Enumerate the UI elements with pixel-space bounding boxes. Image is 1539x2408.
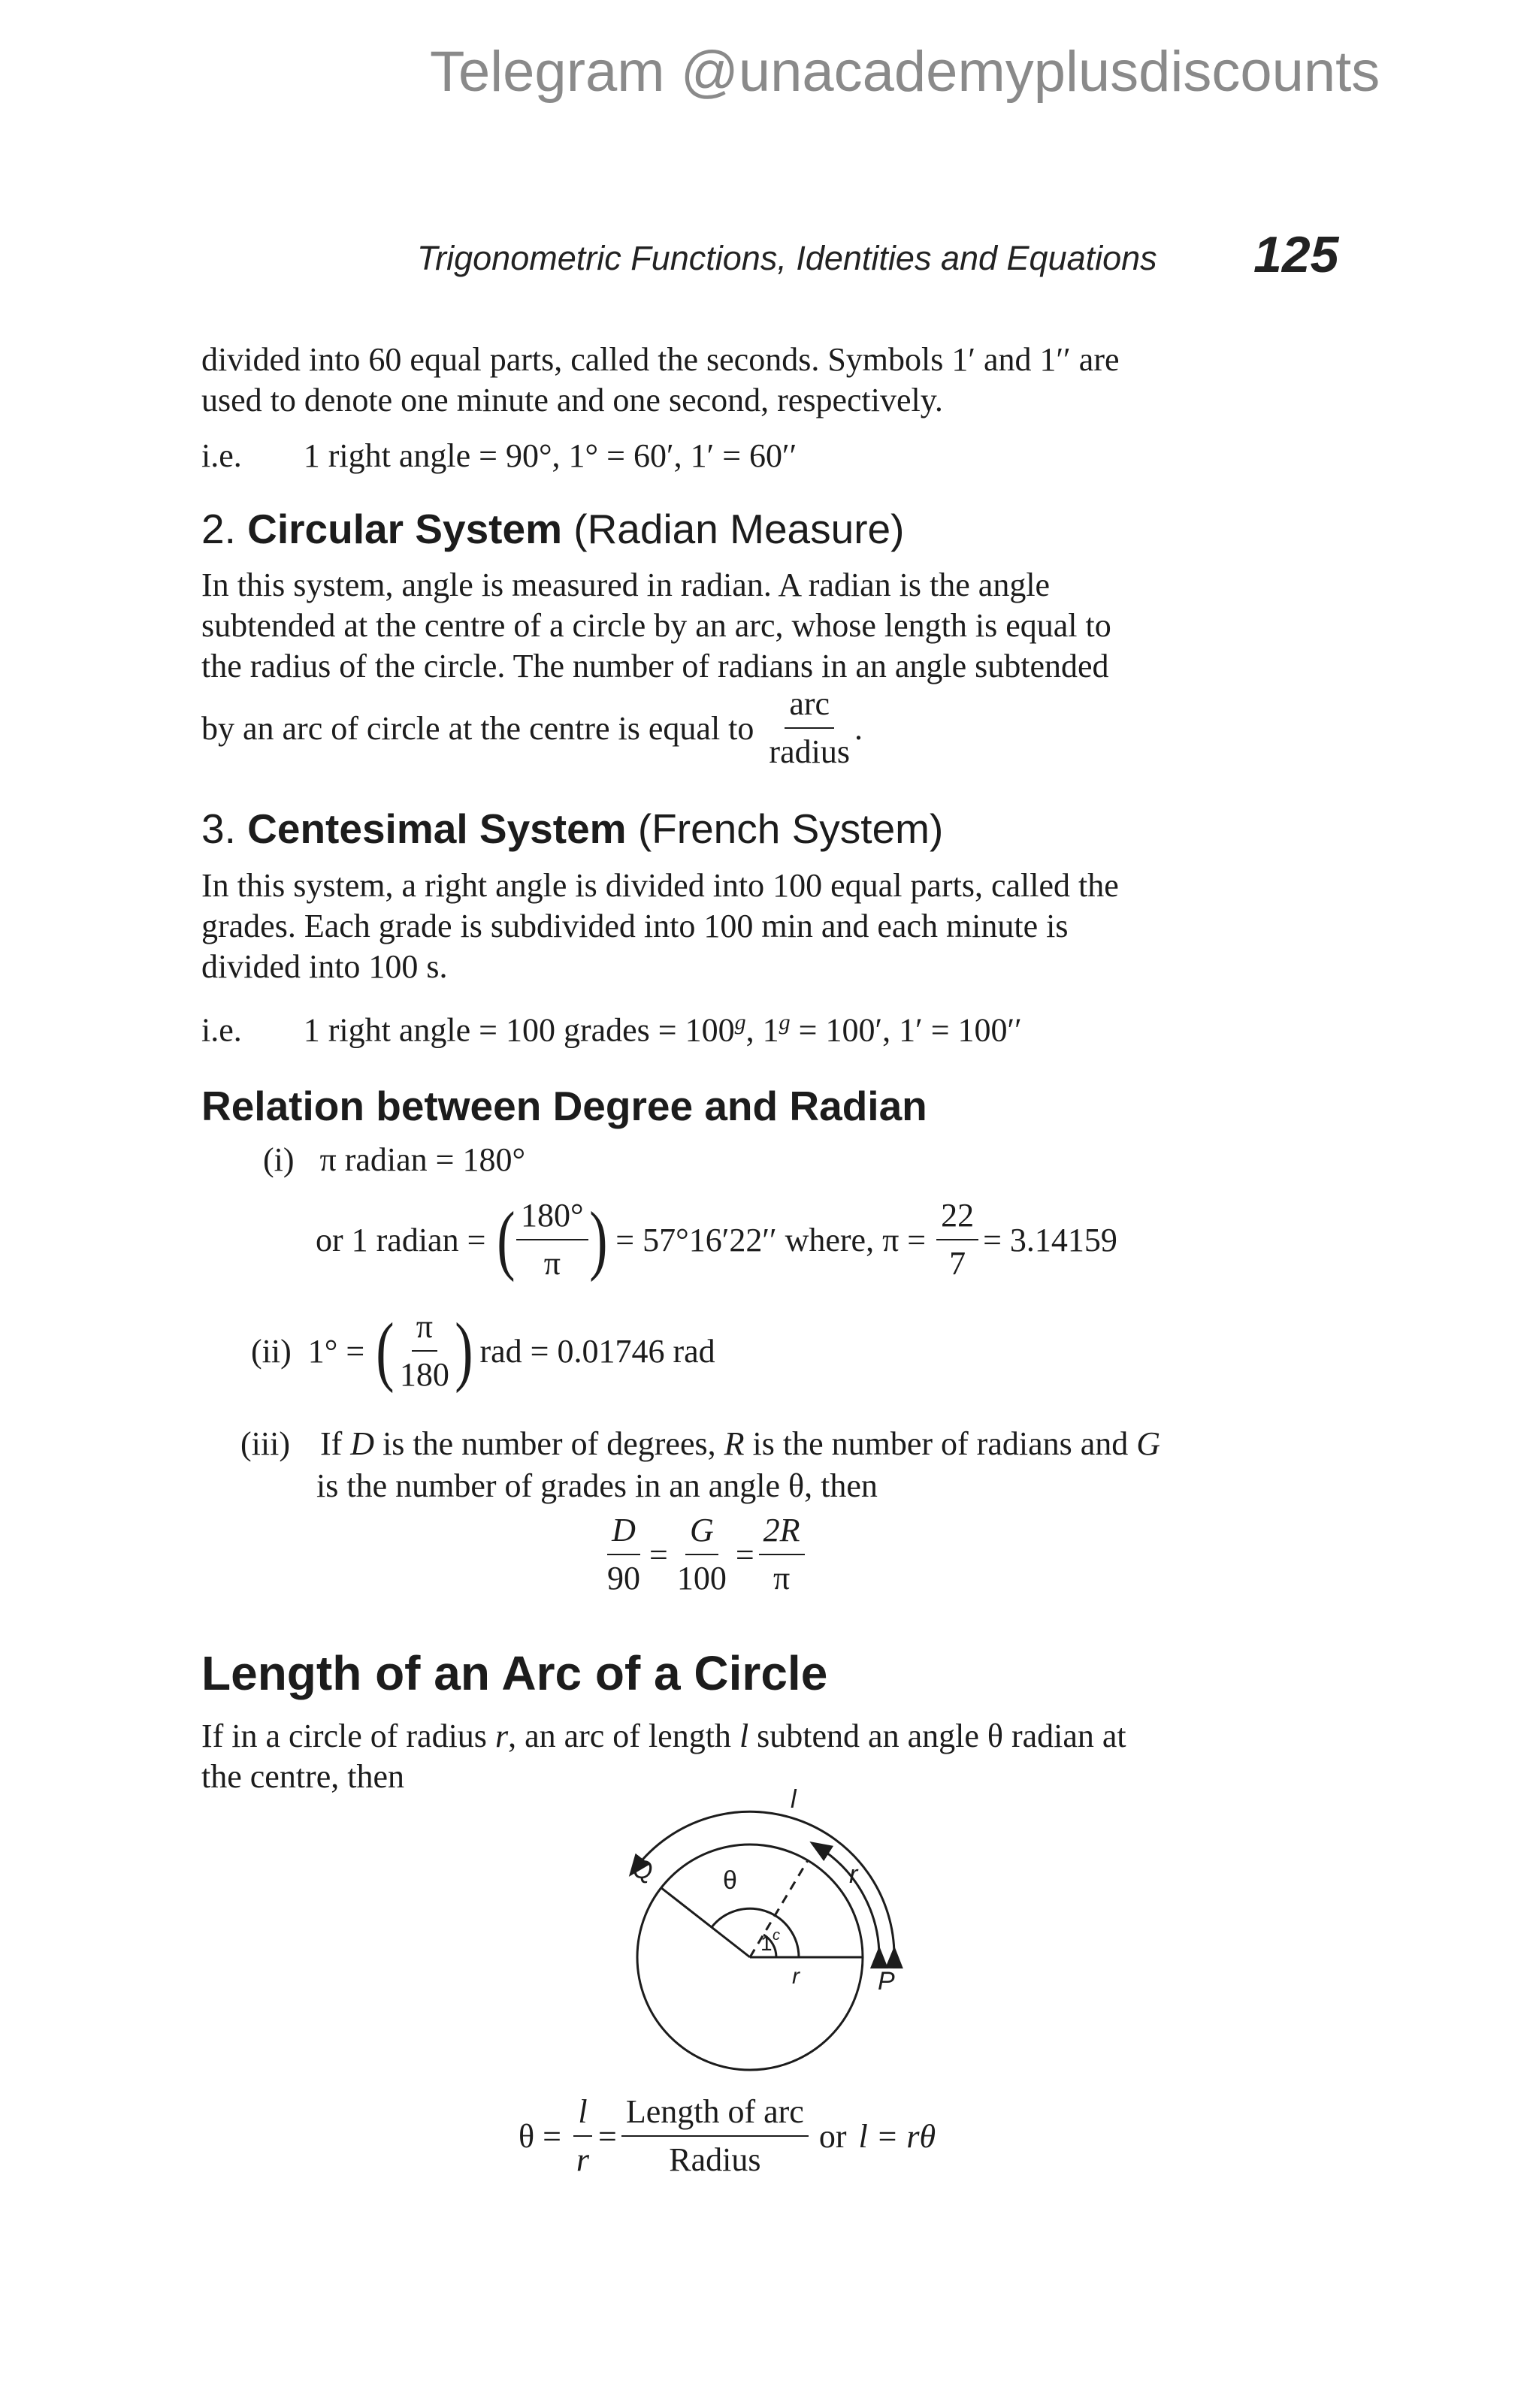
deg-over-pi-fraction — [516, 1195, 588, 1284]
relation-item-ii — [251, 1298, 715, 1403]
radius-oq — [661, 1887, 750, 1957]
grade-superscript: g — [734, 1010, 746, 1035]
var-r: r — [494, 1718, 509, 1754]
centesimal-line-1: In this system, a right angle is divided into 100 equal parts, called the — [201, 867, 1119, 904]
centesimal-line-2: grades. Each grade is subdivided into 100 min and each minute is — [201, 908, 1069, 944]
intro-paragraph — [201, 340, 1341, 421]
fraction-denominator: 7 — [949, 1245, 966, 1282]
arc-text-line-2: the centre, then — [201, 1758, 404, 1795]
grade-superscript: g — [779, 1010, 791, 1035]
ii-pre: 1° = — [307, 1332, 365, 1370]
arc-text-a: If in a circle of radius — [201, 1718, 495, 1754]
ie-label: i.e. — [201, 437, 242, 474]
label-P: P — [878, 1967, 895, 1996]
fraction-numerator: 22 — [936, 1195, 978, 1240]
label-l: l — [791, 1785, 797, 1814]
circular-line-4 — [201, 684, 863, 772]
relation-item-iii — [240, 1423, 1160, 1507]
ie-text-c: = 100′, 1′ = 100′′ — [790, 1011, 1022, 1049]
g-over-100-fraction — [673, 1510, 731, 1599]
section-number: 3. — [201, 805, 236, 852]
section-title: Centesimal System — [247, 805, 627, 852]
ie-text-b: , 1 — [745, 1011, 779, 1049]
right-paren: ) — [455, 1307, 473, 1394]
centesimal-line-3: divided into 100 s. — [201, 948, 448, 985]
label-1c: 1 — [760, 1932, 773, 1955]
iii-text-a: If — [319, 1425, 351, 1462]
circular-paragraph — [201, 565, 1341, 687]
or-text: or 1 radian = — [316, 1221, 486, 1258]
l-over-r-fraction — [572, 2092, 594, 2180]
iii-text-c: is the number of radians and — [744, 1425, 1137, 1462]
fraction-numerator: D — [607, 1510, 640, 1555]
fraction-denominator: 100 — [676, 1560, 727, 1597]
label-c: c — [773, 1927, 780, 1944]
fraction-numerator: 180° — [516, 1195, 588, 1240]
arc-text-b: , an arc of length — [508, 1718, 739, 1754]
period: . — [854, 709, 863, 747]
circular-line-4-text: by an arc of circle at the centre is equal to — [201, 709, 754, 747]
fraction-denominator: 180 — [399, 1356, 449, 1393]
centesimal-ie-line — [201, 1002, 1022, 1051]
label-theta: θ — [723, 1866, 737, 1895]
fraction-denominator: Radius — [669, 2141, 761, 2178]
var-R: R — [724, 1425, 745, 1462]
ie-text: 1 right angle = 90°, 1° = 60′, 1′ = 60′′ — [303, 437, 797, 474]
equals: = — [735, 1536, 754, 1573]
fraction-denominator: radius — [769, 733, 850, 770]
fraction-numerator: Length of arc — [621, 2092, 809, 2137]
iii-text-b: is the number of degrees, — [374, 1425, 724, 1462]
var-l: l — [739, 1718, 749, 1754]
circular-line-3: the radius of the circle. The number of radians in an angle subtended — [201, 648, 1109, 684]
label-Q: Q — [633, 1856, 653, 1884]
circular-line-2: subtended at the centre of a circle by an arc, whose length is equal to — [201, 607, 1111, 644]
fraction-numerator: G — [685, 1510, 718, 1555]
2r-over-pi-fraction — [759, 1510, 805, 1599]
iii-line-2: is the number of grades in an angle θ, then — [316, 1467, 878, 1504]
label-r-arc: r — [849, 1860, 858, 1889]
fraction-denominator: 90 — [607, 1560, 640, 1597]
circular-system-heading — [201, 505, 904, 553]
relation-item-i — [263, 1141, 525, 1179]
section-title: Circular System — [247, 506, 562, 552]
equals: = — [649, 1536, 668, 1573]
fraction-numerator: l — [573, 2092, 591, 2137]
or-mid-text: = 57°16′22′′ where, π = — [615, 1221, 927, 1258]
section-number: 2. — [201, 506, 236, 552]
pi-fraction — [936, 1195, 978, 1284]
theta-equals: θ = — [519, 2117, 561, 2155]
left-paren: ( — [376, 1307, 395, 1394]
l-equals-r-theta: l = rθ — [858, 2117, 936, 2155]
one-radian-line — [316, 1187, 1117, 1292]
ie-label: i.e. — [201, 1011, 242, 1049]
fraction-numerator: π — [412, 1307, 437, 1352]
section-subtitle: (Radian Measure) — [573, 506, 905, 552]
relation-heading: Relation between Degree and Radian — [201, 1083, 927, 1129]
ii-post: rad = 0.01746 rad — [479, 1332, 715, 1370]
label-r-radius: r — [792, 1964, 800, 1989]
length-over-radius-fraction — [621, 2092, 809, 2180]
centesimal-paragraph — [201, 866, 1341, 987]
fraction-denominator: π — [773, 1560, 791, 1597]
arc-text-c: subtend an angle θ radian at — [748, 1718, 1126, 1754]
var-D: D — [350, 1425, 375, 1462]
running-title: Trigonometric Functions, Identities and Equations — [417, 239, 1157, 277]
centesimal-system-heading — [201, 805, 943, 853]
ie-text-a: 1 right angle = 100 grades = 100 — [303, 1011, 735, 1049]
intro-line-2: used to denote one minute and one second, respectively. — [201, 382, 943, 418]
var-G: G — [1136, 1425, 1161, 1462]
pi-over-180-fraction — [395, 1307, 454, 1395]
item-label: (ii) — [251, 1332, 292, 1370]
intro-ie-line — [201, 436, 797, 476]
or-text: or — [818, 2117, 847, 2155]
intro-line-1: divided into 60 equal parts, called the seconds. Symbols 1′ and 1′′ are — [201, 341, 1120, 378]
item-label: (i) — [263, 1141, 295, 1178]
arc-formula — [519, 2092, 936, 2180]
left-paren: ( — [497, 1196, 516, 1283]
arc-over-radius-fraction — [764, 684, 854, 772]
arc-length-heading: Length of an Arc of a Circle — [201, 1646, 828, 1700]
fraction-numerator: 2R — [759, 1510, 805, 1555]
section-subtitle: (French System) — [637, 805, 944, 852]
dgr-relation-formula — [598, 1510, 809, 1599]
fraction-denominator: r — [576, 2141, 590, 2178]
item-text: π radian = 180° — [319, 1141, 526, 1178]
pi-value: = 3.14159 — [983, 1221, 1117, 1258]
d-over-90-fraction — [603, 1510, 645, 1599]
item-label: (iii) — [240, 1425, 290, 1462]
watermark: Telegram @unacademyplusdiscounts — [430, 40, 1380, 104]
right-paren: ) — [588, 1196, 608, 1283]
fraction-denominator: π — [543, 1245, 561, 1282]
circular-line-1: In this system, angle is measured in radian. A radian is the angle — [201, 566, 1051, 603]
arc-circle-diagram — [586, 1781, 962, 2089]
page-number: 125 — [1253, 226, 1339, 283]
equals: = — [598, 2117, 617, 2155]
fraction-numerator: arc — [785, 684, 834, 729]
